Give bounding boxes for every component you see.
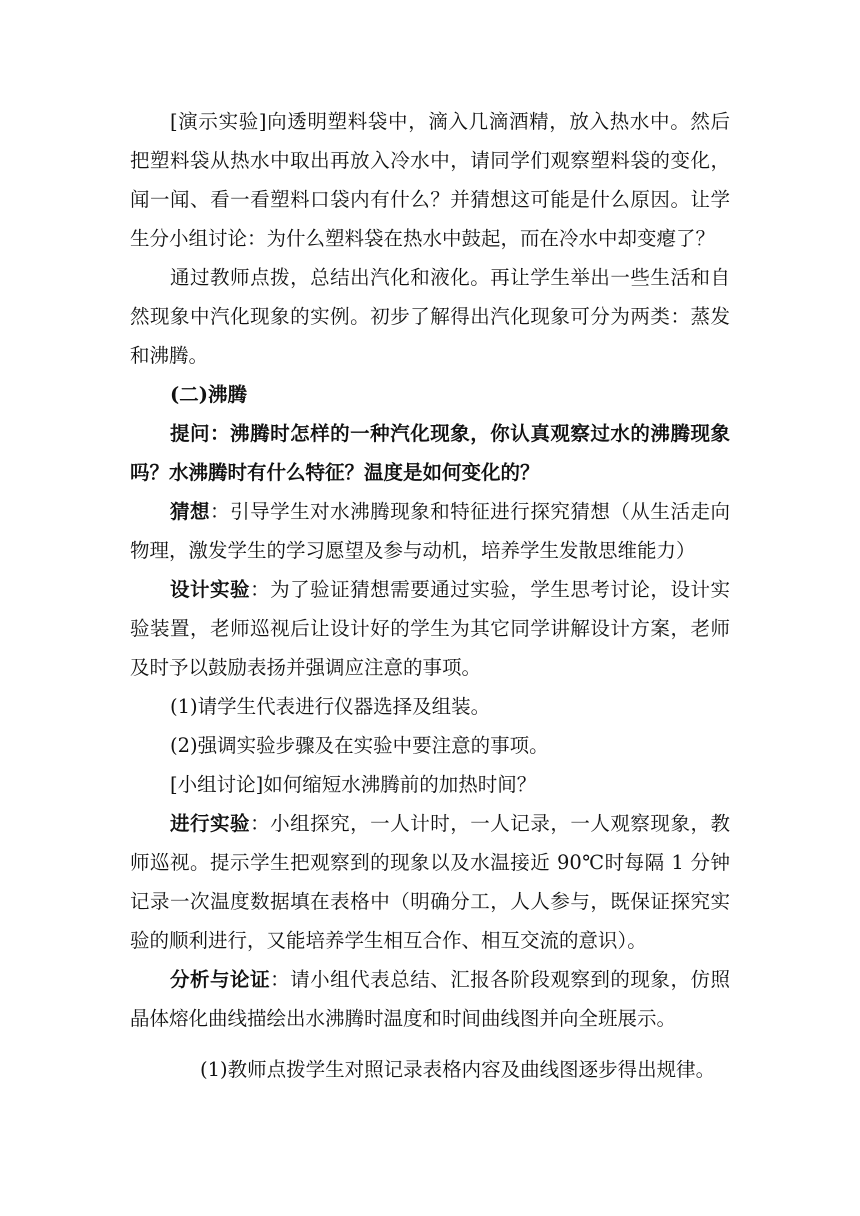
guide-text: 通过教师点拨，总结出汽化和液化。再让学生举出一些生活和自然现象中汽化现象的实例。初步了解得出汽化现象可分为两类：蒸发和沸腾。 xyxy=(130,266,730,367)
paragraph-question xyxy=(130,414,730,492)
design-label: 设计实验 xyxy=(170,578,251,601)
analysis-label: 分析与论证 xyxy=(170,968,271,991)
guess-label: 猜想 xyxy=(170,500,211,523)
analysis-text: ：请小组代表总结、汇报各阶段观察到的现象，仿照晶体熔化曲线描绘出水沸腾时温度和时间曲线图并向全班展示。 xyxy=(130,968,730,1030)
analysis-step-1-text: (1)教师点拨学生对照记录表格内容及曲线图逐步得出规律。 xyxy=(200,1058,716,1081)
paragraph-conduct xyxy=(130,804,730,960)
question-text: 提问：沸腾时怎样的一种汽化现象，你认真观察过水的沸腾现象吗？水沸腾时有什么特征？温度是如何变化的？ xyxy=(130,422,730,484)
conduct-text: ：小组探究，一人计时，一人记录，一人观察现象，教师巡视。提示学生把观察到的现象以及水温接近 90℃时每隔 1 分钟记录一次温度数据填在表格中（明确分工，人人参与，既保证探究实验的顺利进行，又能培养学生相互合作、相互交流的意识）。 xyxy=(130,812,730,952)
paragraph-demo-experiment xyxy=(130,102,730,258)
demo-text: [演示实验]向透明塑料袋中，滴入几滴酒精，放入热水中。然后把塑料袋从热水中取出再放入冷水中，请同学们观察塑料袋的变化，闻一闻、看一看塑料口袋内有什么？并猜想这可能是什么原因。让学生分小组讨论：为什么塑料袋在热水中鼓起，而在冷水中却变瘪了？ xyxy=(130,110,730,250)
discussion-text: [小组讨论]如何缩短水沸腾前的加热时间？ xyxy=(170,773,537,796)
guess-text: ：引导学生对水沸腾现象和特征进行探究猜想（从生活走向物理，激发学生的学习愿望及参与动机，培养学生发散思维能力） xyxy=(130,500,730,562)
step-2-text: (2)强调实验步骤及在实验中要注意的事项。 xyxy=(170,734,549,757)
paragraph-analysis xyxy=(130,960,730,1038)
paragraph-step-2 xyxy=(130,726,730,765)
paragraph-guess xyxy=(130,492,730,570)
paragraph-step-1 xyxy=(130,687,730,726)
conduct-label: 进行实验 xyxy=(170,812,251,835)
paragraph-analysis-step-1 xyxy=(200,1050,740,1089)
section-heading-text: (二)沸腾 xyxy=(170,383,247,406)
paragraph-discussion xyxy=(130,765,730,804)
design-text: ：为了验证猜想需要通过实验，学生思考讨论，设计实验装置，老师巡视后让设计好的学生为其它同学讲解设计方案，老师及时予以鼓励表扬并强调应注意的事项。 xyxy=(130,578,730,679)
paragraph-design xyxy=(130,570,730,687)
section-heading xyxy=(130,375,730,414)
paragraph-teacher-guidance xyxy=(130,258,730,375)
step-1-text: (1)请学生代表进行仪器选择及组装。 xyxy=(170,695,491,718)
